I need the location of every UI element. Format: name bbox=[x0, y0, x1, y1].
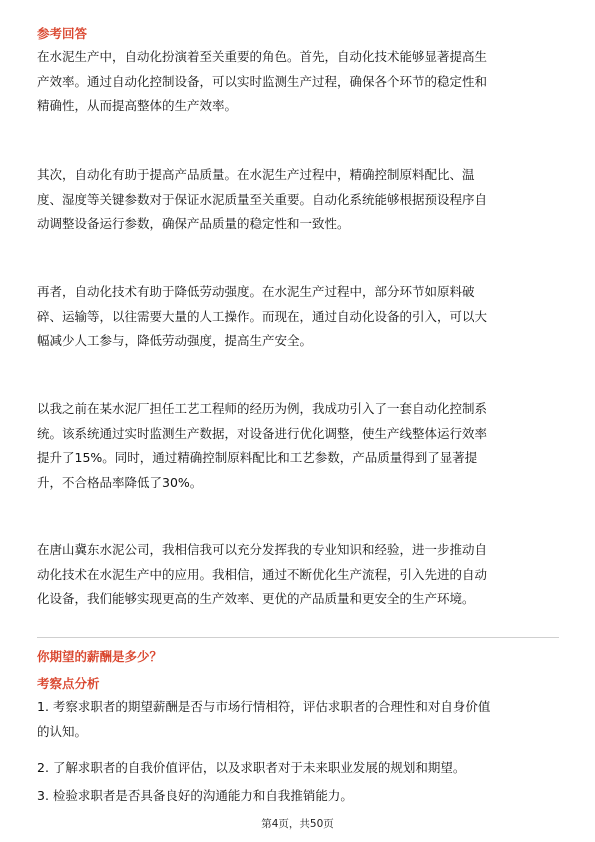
analysis-heading: 考察点分析 bbox=[37, 676, 100, 691]
paragraph-line: 在唐山冀东水泥公司，我相信我可以充分发挥我的专业知识和经验，进一步推动自 bbox=[37, 542, 488, 557]
paragraph-line: 动调整设备运行参数，确保产品质量的稳定性和一致性。 bbox=[37, 216, 350, 231]
reference-answer-heading: 参考回答 bbox=[37, 26, 88, 41]
answer-paragraph-2 bbox=[37, 163, 559, 237]
answer-paragraph-3 bbox=[37, 280, 559, 354]
paragraph-line: 提升了15%。同时，通过精确控制原料配比和工艺参数，产品质量得到了显著提 bbox=[37, 450, 478, 465]
paragraph-line: 升，不合格品率降低了30%。 bbox=[37, 474, 203, 490]
paragraph-line: 碎、运输等，以往需要大量的人工操作。而现在，通过自动化设备的引入，可以大 bbox=[37, 308, 488, 324]
answer-paragraph-1 bbox=[37, 45, 559, 119]
paragraph-line: 再者，自动化技术有助于降低劳动强度。在水泥生产过程中，部分环节如原料破 bbox=[37, 284, 475, 299]
paragraph-line: 其次，自动化有助于提高产品质量。在水泥生产过程中，精确控制原料配比、温 bbox=[37, 167, 475, 182]
question-heading: 你期望的薪酬是多少？ bbox=[37, 649, 163, 664]
paragraph-line: 精确性，从而提高整体的生产效率。 bbox=[37, 98, 238, 113]
analysis-item-3 bbox=[37, 784, 559, 809]
paragraph-line: 动化技术在水泥生产中的应用。我相信，通过不断优化生产流程，引入先进的自动 bbox=[37, 566, 488, 582]
paragraph-line: 以我之前在某水泥厂担任工艺工程师的经历为例，我成功引入了一套自动化控制系 bbox=[37, 401, 488, 416]
list-item-line: 的认知。 bbox=[37, 723, 88, 739]
list-item-line: 2. 了解求职者的自我价值评估，以及求职者对于未来职业发展的规划和期望。 bbox=[37, 760, 466, 775]
paragraph-line: 度、湿度等关键参数对于保证水泥质量至关重要。自动化系统能够根据预设程序自 bbox=[37, 191, 488, 207]
answer-paragraph-4 bbox=[37, 397, 559, 495]
list-item-line: 3. 检验求职者是否具备良好的沟通能力和自我推销能力。 bbox=[37, 788, 353, 803]
list-item-line: 1. 考察求职者的期望薪酬是否与市场行情相符，评估求职者的合理性和对自身价值 bbox=[37, 699, 491, 714]
page-number-footer: 第4页，共50页 bbox=[261, 818, 334, 830]
analysis-item-1 bbox=[37, 695, 559, 744]
answer-paragraph-5 bbox=[37, 538, 559, 612]
analysis-item-2 bbox=[37, 756, 559, 781]
paragraph-line: 在水泥生产中，自动化扮演着至关重要的角色。首先，自动化技术能够显著提高生 bbox=[37, 49, 488, 64]
paragraph-line: 产效率。通过自动化控制设备，可以实时监测生产过程，确保各个环节的稳定性和 bbox=[37, 73, 488, 89]
paragraph-line: 统。该系统通过实时监测生产数据，对设备进行优化调整，使生产线整体运行效率 bbox=[37, 425, 488, 441]
section-divider bbox=[37, 637, 559, 638]
paragraph-line: 化设备，我们能够实现更高的生产效率、更优的产品质量和更安全的生产环境。 bbox=[37, 591, 475, 606]
paragraph-line: 幅减少人工参与，降低劳动强度，提高生产安全。 bbox=[37, 333, 313, 348]
